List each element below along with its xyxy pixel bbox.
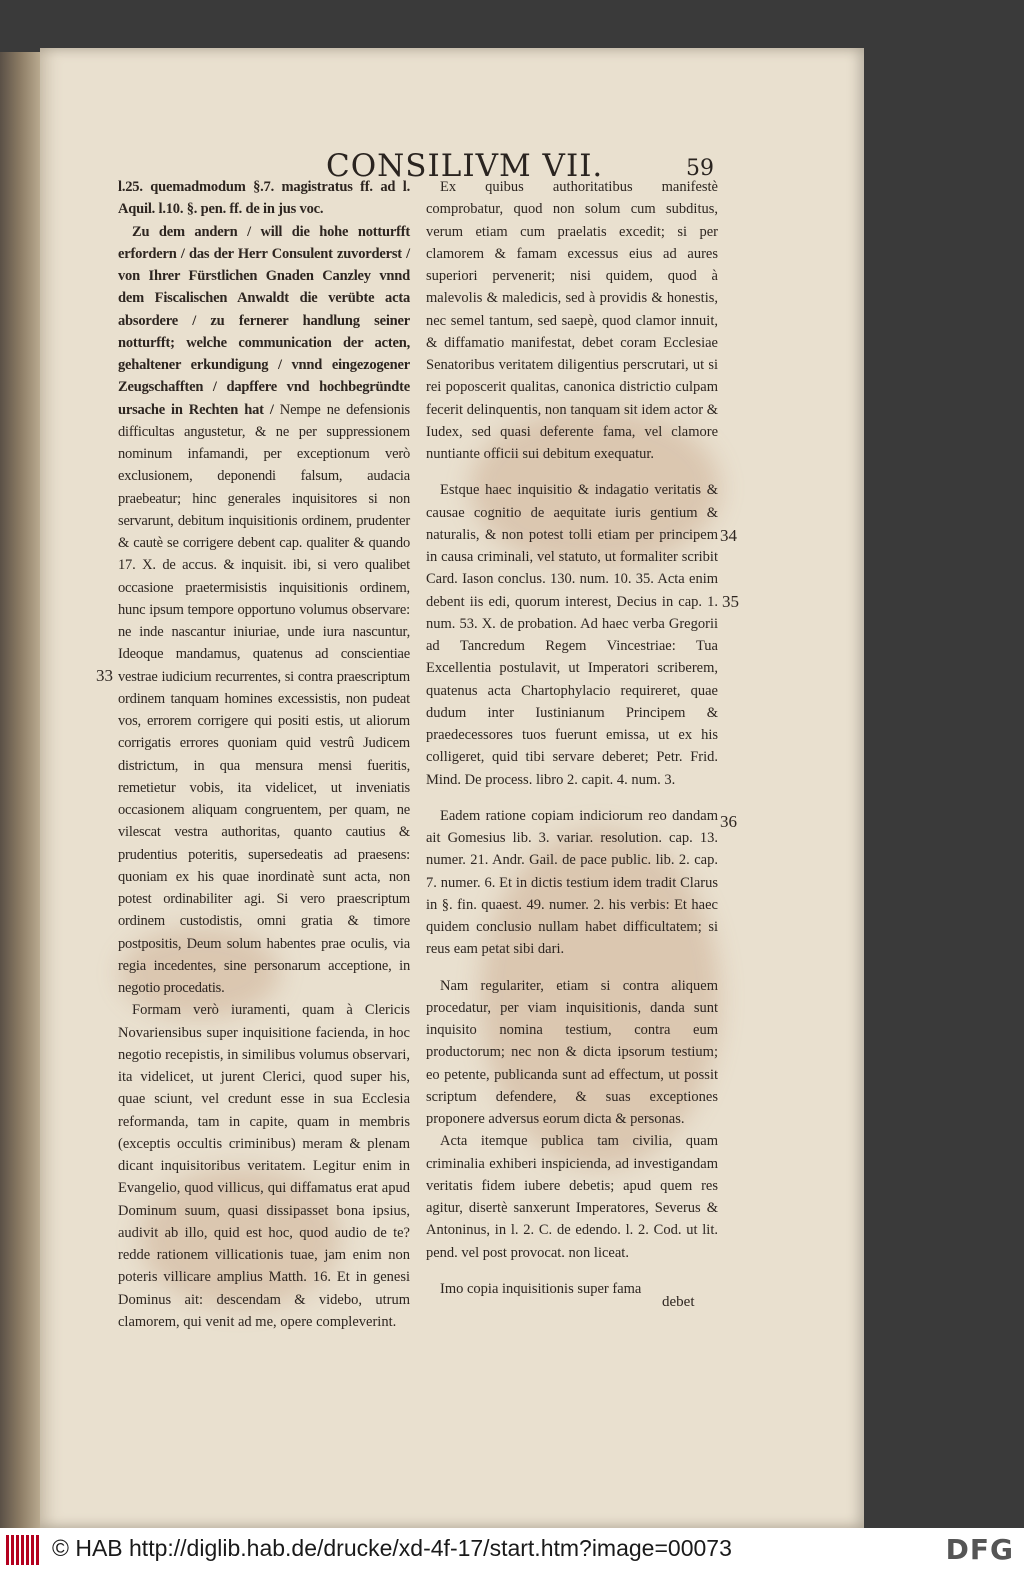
paragraph: Formam verò iuramenti, quam à Clericis Novariensibus super inquisitione facienda, in hoc negotio recepistis, in similibus volumus observari, ita videlicet, ut jurent Clerici, quod super his, quae sciunt, vel credunt esse in sua Ecclesia reformanda, tam in capite, quam in membris (exceptis occultis criminibus) meram & plenam dicant inquisitoribus veritatem. Legitur enim in Evangelio, quod villicus, qui diffamatus erat apud Dominum suum, quasi dissipasset bona ipsius, audivit ab illo, quid est hoc, quod audio de te? redde rationem villicationis tuae, jam enim non poteris villicare amplius Matth. 16. Et in genesi Dominus ait: descendam & videbo, utrum clamorem, qui venit ad me, opere compleverint.: [118, 1002, 410, 1330]
paragraph: Acta itemque publica tam civilia, quam criminalia exhiberi inspicienda, ad investigandam veritatis fidem iubere debetis; apud quem res agitur, disertè sanxerunt Imperatores, Severus & Antoninus, in l. 2. C. de edendo. l. 2. Cod. ut lit. pend. vel post provocat. non liceat.: [426, 1133, 718, 1261]
latin-text: Nempe ne defensionis difficultas angustetur, & ne per suppressionem nominum infamandi, per exceptionum verò exclusionem, deponendi falsum, audacia praebeatur; hinc generales inquisitores si non servarunt, debitum inquisitionis ordinem, prudenter & cautè se corrigere debent cap. qualiter & quando 17. X. de accus. & inquisit. ibi, si vero qualibet occasione praetermisistis inquisitionis ordinem, hunc ipsum tempore opportuno volumus observare: ne inde nascantur iniuriae, unde iura nascuntur, Ideoque mandamus, quatenus ad conscientiae vestrae iudicium recurrentes, si contra praescriptum ordinem tanquam homines excessistis, non pudeat vos, errorem corrigere qui positi estis, ut aliorum corrigatis errores quoniam quid vestrû Judicem districtum, in qua mensura mensi fueritis, remetietur vobis, ita videlicet, ut inveniatis occasionem aliquam congruentem, per quam, ne vilescat vestra authoritas, quanto cautius & prudentius poteritis, supersedeatis ad praesens: quoniam ex his quae inordinatè sunt acta, non potest ordinabiliter agi. Si vero praescriptum ordinem custodistis, omni gratia & timore postpositis, Deum solum habentes prae oculis, via regia incedentes, sine personarum acceptione, in negotio procedatis.: [118, 401, 410, 996]
german-text: Zu dem andern / will die hohe notturfft erfordern / das der Herr Consulent zuvorderst / von Ihrer Fürstlichen Gnaden Canzley vnnd dem Fiscalischen Anwaldt die verübte acta absordere / zu fernerer handlung seiner notturfft; welche communication der acten, gehaltener erkundigung / vnnd eingezogener Zeugschafften / dapffere vnd hochbegründte ursache in Rechten hat /: [118, 223, 410, 418]
paragraph: [118, 221, 410, 1000]
paragraph: Eadem ratione copiam indiciorum reo dandam ait Gomesius lib. 3. variar. resolution. cap. 13. numer. 21. Andr. Gail. de pace public. lib. 2. cap. 7. numer. 6. Et in dictis testium idem tradit Clarus in §. fin. quaest. 49. numer. 2. his verbis: Et haec quidem conclusio nullam habet difficultatem; si reus eam petat sibi dari.: [426, 807, 718, 958]
paragraph: Estque haec inquisitio & indagatio veritatis & causae cognitio de aequitate iuris gentium & naturalis, & non potest tolli etiam per principem in causa criminali, vel statuto, ut formaliter scribit Card. Iason conclus. 130. num. 10. 35. Acta enim debent iis edi, quorum interest, Decius in cap. 1. num. 53. X. de probation. Ad haec verba Gregorii ad Tancredum Regem Vincestriae: Tua Excellentia postulavit, ut Imperatori scriberem, quatenus acta Chartophylacio requireret, quae dudum inter Iustinianum Principem & praedecessores tuos fuerunt emissa, ut ex his colligeret, quid tibi servare deberet; Petr. Frid. Mind. De process. libro 2. capit. 4. num. 3.: [426, 482, 718, 788]
hab-barcode-icon: [6, 1535, 40, 1565]
source-credit: © HAB http://diglib.hab.de/drucke/xd-4f-17/start.htm?image=00073: [52, 1535, 732, 1561]
margin-number: 33: [96, 666, 113, 685]
right-text-column: [426, 176, 718, 1300]
catchword: debet: [662, 1294, 695, 1310]
left-text-column: [118, 176, 410, 1333]
page-header: CONSILIVM VII.: [326, 148, 604, 184]
margin-number: 35: [722, 592, 739, 611]
paragraph: Imo copia inquisitionis super fama: [440, 1280, 642, 1297]
paragraph: l.25. quemadmodum §.7. magistratus ff. ad l. Aquil. l.10. §. pen. ff. de in jus voc.: [118, 179, 410, 218]
margin-number: 34: [720, 526, 737, 545]
book-binding-edge: [0, 52, 44, 1528]
paragraph: Ex quibus authoritatibus manifestè comprobatur, quod non solum cum subditus, verum etiam cum praelatis excedit; si per clamorem & famam excessus eius ad aures superiori pervenerit; nisi quidem, quod à malevolis & maledicis, sed à providis & honestis, nec semel tantum, sed saepè, quod clamor innuit, & diffamatio manifestat, debet coram Ecclesiae Senatoribus veritatem diligentius perscrutari, ut si rei poposcerit qualitas, canonica districtio culpam fecerit delinquentis, non tanquam sit idem actor & Iudex, sed quasi deferente fama, vel clamore nuntiante officii sui debitum exequatur.: [426, 179, 718, 462]
folio-number: 59: [686, 156, 714, 181]
paragraph: Nam regulariter, etiam si contra aliquem procedatur, per viam inquisitionis, danda sunt inquisito nomina testium, contra eum productorum; nec non & dicta ipsorum testium; eo petente, publicanda sunt ad effectum, ut possit scriptum defendere, & suas exceptiones proponere adversus eorum dicta & personas.: [426, 977, 718, 1127]
viewer-footer: [0, 1528, 1024, 1572]
margin-number: 36: [720, 812, 737, 831]
dfg-logo: DFG: [945, 1533, 1014, 1566]
